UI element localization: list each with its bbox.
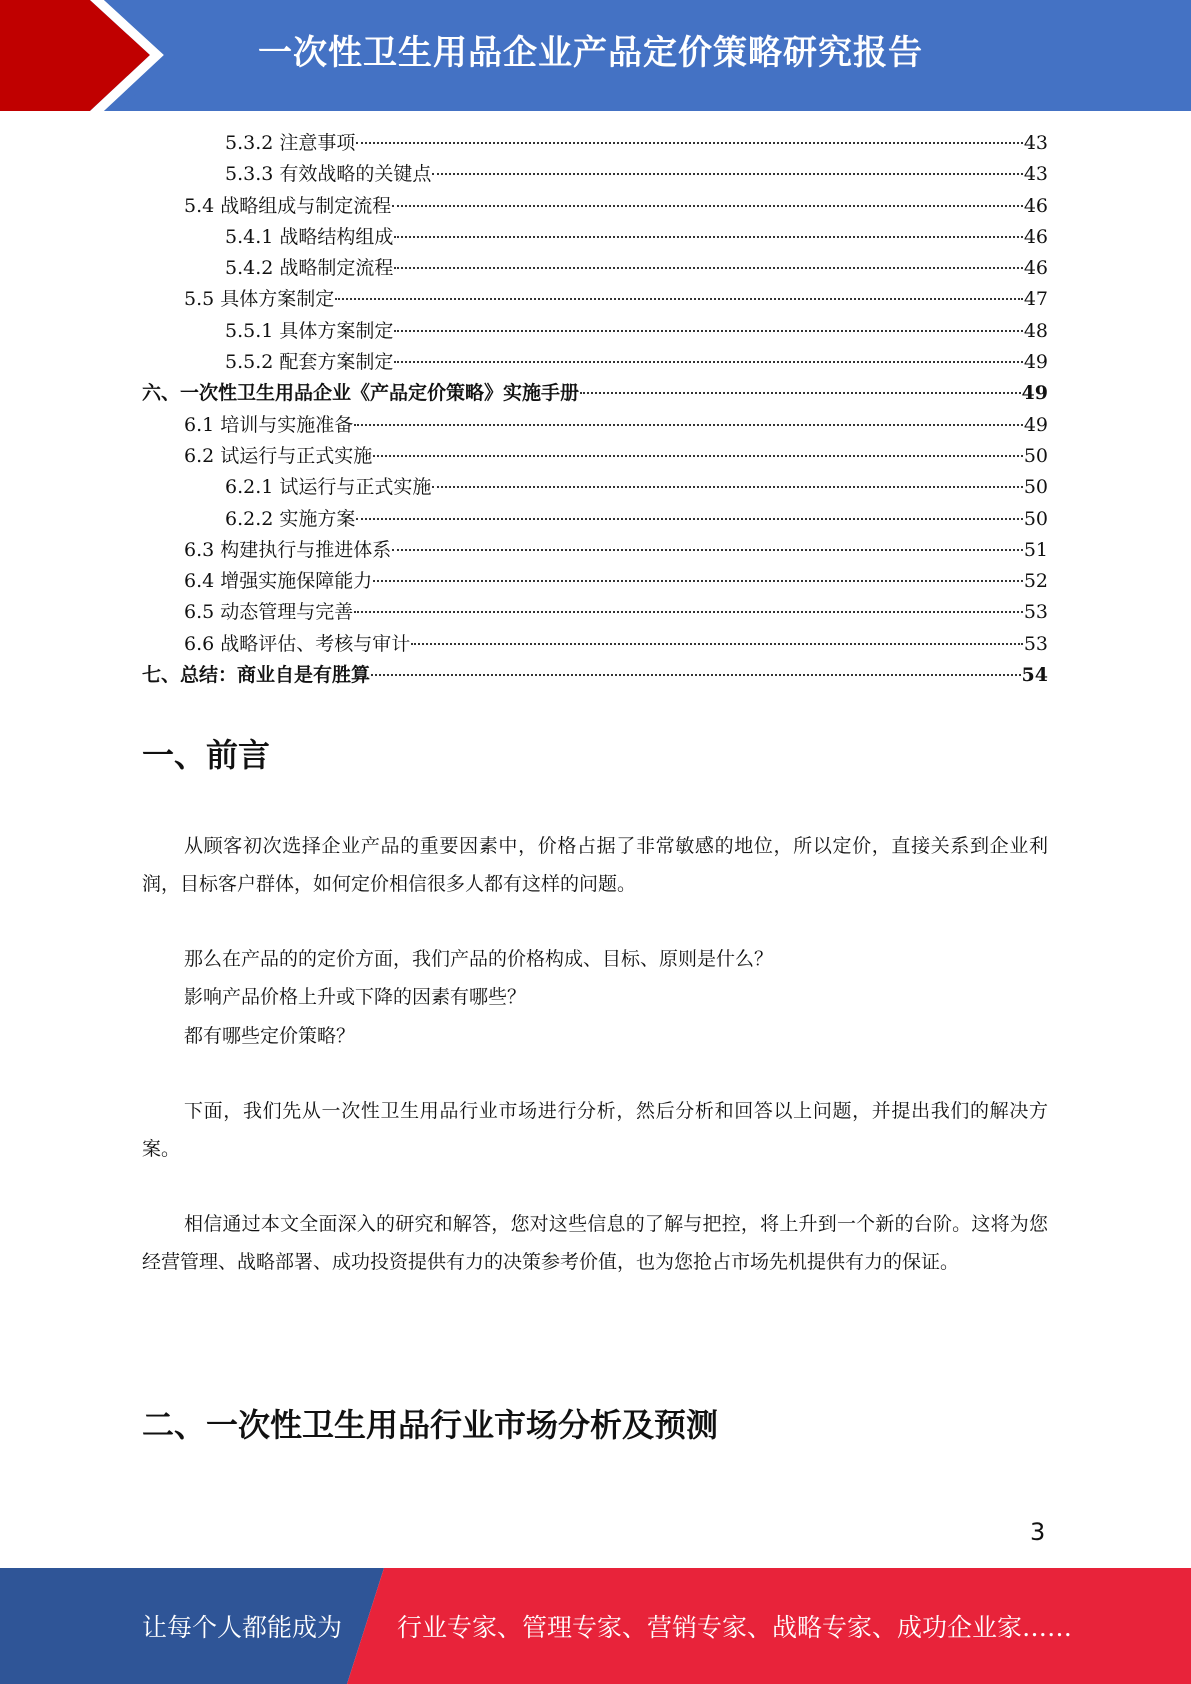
toc-entry-title: 6.5 动态管理与完善 <box>184 601 354 624</box>
footer-slogan-right: 行业专家、管理专家、营销专家、战略专家、成功企业家…… <box>397 1613 1073 1642</box>
toc-dot-leader <box>356 517 1022 520</box>
header-banner <box>0 0 1191 111</box>
toc-entry-page: 50 <box>1023 476 1048 499</box>
toc-dot-leader <box>394 235 1022 238</box>
toc-dot-leader <box>392 204 1023 207</box>
toc-dot-leader <box>356 141 1022 144</box>
toc-entry[interactable] <box>142 535 1048 566</box>
toc-entry[interactable] <box>142 347 1048 378</box>
toc-entry[interactable] <box>142 191 1048 222</box>
toc-entry[interactable] <box>142 316 1048 347</box>
section-heading-market-analysis: 二、一次性卫生用品行业市场分析及预测 <box>142 1406 719 1444</box>
toc-dot-leader <box>371 673 1021 676</box>
toc-entry-page: 51 <box>1023 538 1048 561</box>
toc-entry-title: 5.4.2 战略制定流程 <box>225 257 394 280</box>
toc-entry-title: 6.4 增强实施保障能力 <box>184 570 373 593</box>
toc-dot-leader <box>373 454 1023 457</box>
toc-dot-leader <box>354 423 1023 426</box>
table-of-contents <box>142 128 1048 691</box>
toc-entry-page: 43 <box>1023 132 1048 154</box>
document-title: 一次性卫生用品企业产品定价策略研究报告 <box>258 33 923 73</box>
toc-entry-title: 6.2.2 实施方案 <box>225 507 356 530</box>
toc-entry-page: 43 <box>1023 163 1048 186</box>
toc-entry-title: 5.5 具体方案制定 <box>184 288 335 311</box>
toc-entry[interactable] <box>142 629 1048 660</box>
toc-entry[interactable] <box>142 378 1048 409</box>
toc-dot-leader <box>580 391 1021 394</box>
toc-entry-page: 50 <box>1023 444 1048 467</box>
toc-entry-title: 6.2 试运行与正式实施 <box>184 444 373 467</box>
toc-entry[interactable] <box>142 504 1048 535</box>
toc-dot-leader <box>394 360 1022 363</box>
toc-entry[interactable] <box>142 597 1048 628</box>
toc-entry-page: 46 <box>1023 194 1048 217</box>
toc-entry[interactable] <box>142 410 1048 441</box>
toc-entry-title: 5.3.3 有效战略的关键点 <box>225 163 432 186</box>
toc-entry[interactable] <box>142 159 1048 190</box>
toc-entry-title: 5.5.2 配套方案制定 <box>225 351 394 374</box>
page-number: 3 <box>1030 1518 1046 1546</box>
toc-entry-page: 49 <box>1021 382 1048 405</box>
toc-entry-page: 49 <box>1023 351 1048 374</box>
toc-entry-page: 53 <box>1023 632 1048 655</box>
toc-entry-page: 46 <box>1023 257 1048 280</box>
toc-entry[interactable] <box>142 566 1048 597</box>
toc-dot-leader <box>392 548 1023 551</box>
toc-entry-title: 六、一次性卫生用品企业《产品定价策略》实施手册 <box>142 382 580 405</box>
toc-entry[interactable] <box>142 284 1048 315</box>
toc-entry-page: 49 <box>1023 413 1048 436</box>
preface-question-3: 都有哪些定价策略？ <box>184 1025 356 1047</box>
toc-entry-page: 48 <box>1023 319 1048 342</box>
toc-entry-title: 6.3 构建执行与推进体系 <box>184 538 392 561</box>
preface-paragraph-1: 从顾客初次选择企业产品的重要因素中，价格占据了非常敏感的地位，所以定价，直接关系到企业利润，目标客户群体，如何定价相信很多人都有这样的问题。 <box>142 835 1048 895</box>
toc-entry-page: 46 <box>1023 225 1048 248</box>
toc-entry-page: 54 <box>1021 664 1048 687</box>
toc-dot-leader <box>394 266 1022 269</box>
toc-entry-title: 5.4 战略组成与制定流程 <box>184 194 392 217</box>
toc-entry[interactable] <box>142 660 1048 691</box>
toc-entry-title: 5.3.2 注意事项 <box>225 132 356 154</box>
toc-dot-leader <box>373 579 1023 582</box>
toc-entry-page: 53 <box>1023 601 1048 624</box>
toc-entry[interactable] <box>142 253 1048 284</box>
toc-dot-leader <box>432 172 1022 175</box>
toc-entry-title: 6.1 培训与实施准备 <box>184 413 354 436</box>
toc-entry-title: 6.6 战略评估、考核与审计 <box>184 632 411 655</box>
toc-dot-leader <box>335 297 1023 300</box>
toc-dot-leader <box>411 642 1023 645</box>
toc-entry-title: 5.5.1 具体方案制定 <box>225 319 394 342</box>
toc-entry[interactable] <box>142 128 1048 159</box>
toc-entry-page: 50 <box>1023 507 1048 530</box>
toc-dot-leader <box>394 329 1022 332</box>
toc-dot-leader <box>354 610 1023 613</box>
toc-entry-page: 47 <box>1023 288 1048 311</box>
toc-entry-title: 七、总结：商业自是有胜算 <box>142 664 371 687</box>
toc-entry[interactable] <box>142 441 1048 472</box>
footer-banner <box>0 1568 1191 1684</box>
toc-dot-leader <box>432 485 1022 488</box>
footer-slogan-left: 让每个人都能成为 <box>142 1613 343 1642</box>
toc-entry-title: 5.4.1 战略结构组成 <box>225 225 394 248</box>
toc-entry[interactable] <box>142 472 1048 503</box>
toc-entry-page: 52 <box>1023 570 1048 593</box>
preface-paragraph-3: 相信通过本文全面深入的研究和解答，您对这些信息的了解与把控，将上升到一个新的台阶。这将为您经营管理、战略部署、成功投资提供有力的决策参考价值，也为您抢占市场先机提供有力的保证。 <box>142 1213 1048 1273</box>
preface-question-1: 那么在产品的的定价方面，我们产品的价格构成、目标、原则是什么？ <box>184 948 774 970</box>
preface-question-2: 影响产品价格上升或下降的因素有哪些？ <box>184 986 527 1008</box>
preface-paragraph-2: 下面，我们先从一次性卫生用品行业市场进行分析，然后分析和回答以上问题，并提出我们的解决方案。 <box>142 1100 1048 1160</box>
toc-entry[interactable] <box>142 222 1048 253</box>
section-heading-preface: 一、前言 <box>142 736 271 774</box>
toc-entry-title: 6.2.1 试运行与正式实施 <box>225 476 432 499</box>
